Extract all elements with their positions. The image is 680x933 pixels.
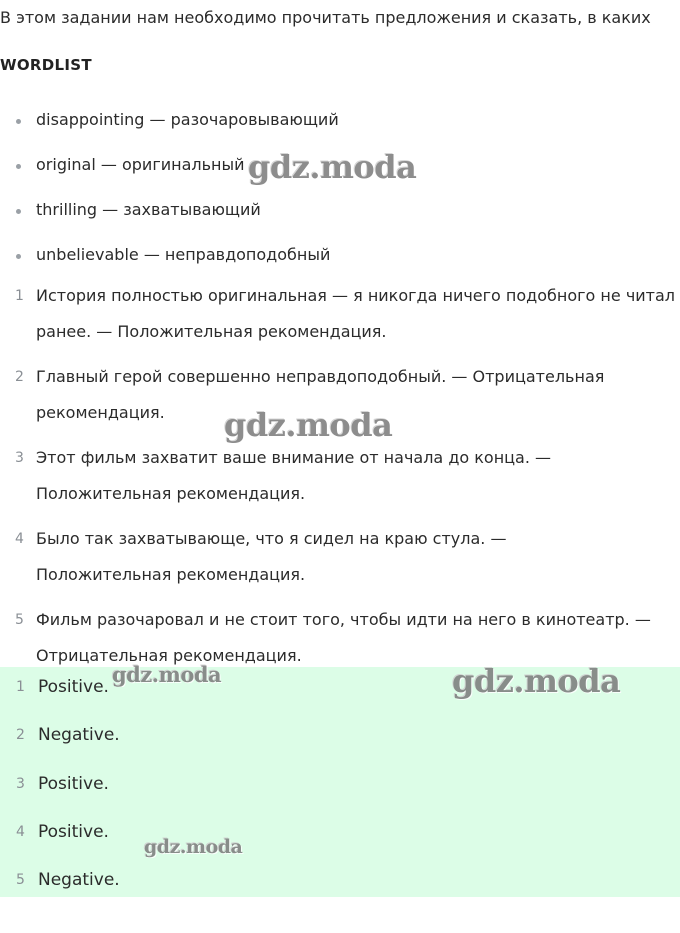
sentence-text: Было так захватывающе, что я сидел на краю стула. — Положительная рекомендация.: [36, 529, 507, 584]
sentence-number: 4: [15, 531, 24, 547]
answers-panel: [0, 667, 680, 897]
wordlist-item-text: disappointing — разочаровывающий: [36, 110, 339, 129]
sentence-number: 1: [15, 288, 24, 304]
sentence-item: [0, 440, 680, 521]
wordlist-item-text: thrilling — захватывающий: [36, 200, 261, 219]
watermark: gdz.moda: [224, 406, 393, 444]
answer-number: 4: [16, 823, 25, 840]
wordlist-item-text: unbelievable — неправдоподобный: [36, 245, 331, 264]
answer-text: Negative.: [38, 870, 120, 891]
sentence-number: 5: [15, 612, 24, 628]
answer-text: Negative.: [38, 725, 120, 746]
sentence-text: Главный герой совершенно неправдоподобный. — Отрицательная рекомендация.: [36, 367, 605, 422]
bullet-icon: [16, 209, 21, 214]
answer-number: 5: [16, 872, 25, 889]
answer-number: 3: [16, 775, 25, 792]
intro-text: В этом задании нам необходимо прочитать предложения и сказать, в каких: [0, 8, 651, 27]
watermark: gdz.moda: [248, 148, 417, 186]
sentence-text: Фильм разочаровал и не стоит того, чтобы идти на него в кинотеатр. — Отрицательная рекомендация.: [36, 610, 651, 665]
answer-text: Positive.: [38, 677, 109, 697]
wordlist-item-text: original — оригинальный: [36, 155, 245, 174]
sentence-text: История полностью оригинальная — я никогда ничего подобного не читал ранее. — Положительная рекомендация.: [36, 286, 676, 341]
wordlist: [0, 108, 680, 288]
wordlist-item: [0, 108, 680, 153]
watermark: gdz.moda: [112, 662, 222, 687]
watermark: gdz.moda: [144, 836, 243, 858]
watermark: gdz.moda: [452, 662, 621, 700]
sentence-number: 3: [15, 450, 24, 466]
sentence-text: Этот фильм захватит ваше внимание от начала до конца. — Положительная рекомендация.: [36, 448, 552, 503]
answer-text: Positive.: [38, 821, 109, 842]
bullet-icon: [16, 254, 21, 259]
bullet-icon: [16, 164, 21, 169]
sentence-item: [0, 521, 680, 602]
sentence-number: 2: [15, 369, 24, 385]
answer-number: 2: [16, 727, 25, 744]
sentence-item: [0, 278, 680, 359]
answer-number: 1: [16, 679, 25, 695]
wordlist-item: [0, 198, 680, 243]
sentence-list: [0, 278, 680, 683]
bullet-icon: [16, 119, 21, 124]
wordlist-heading: WORDLIST: [0, 56, 92, 74]
answer-text: Positive.: [38, 773, 109, 794]
